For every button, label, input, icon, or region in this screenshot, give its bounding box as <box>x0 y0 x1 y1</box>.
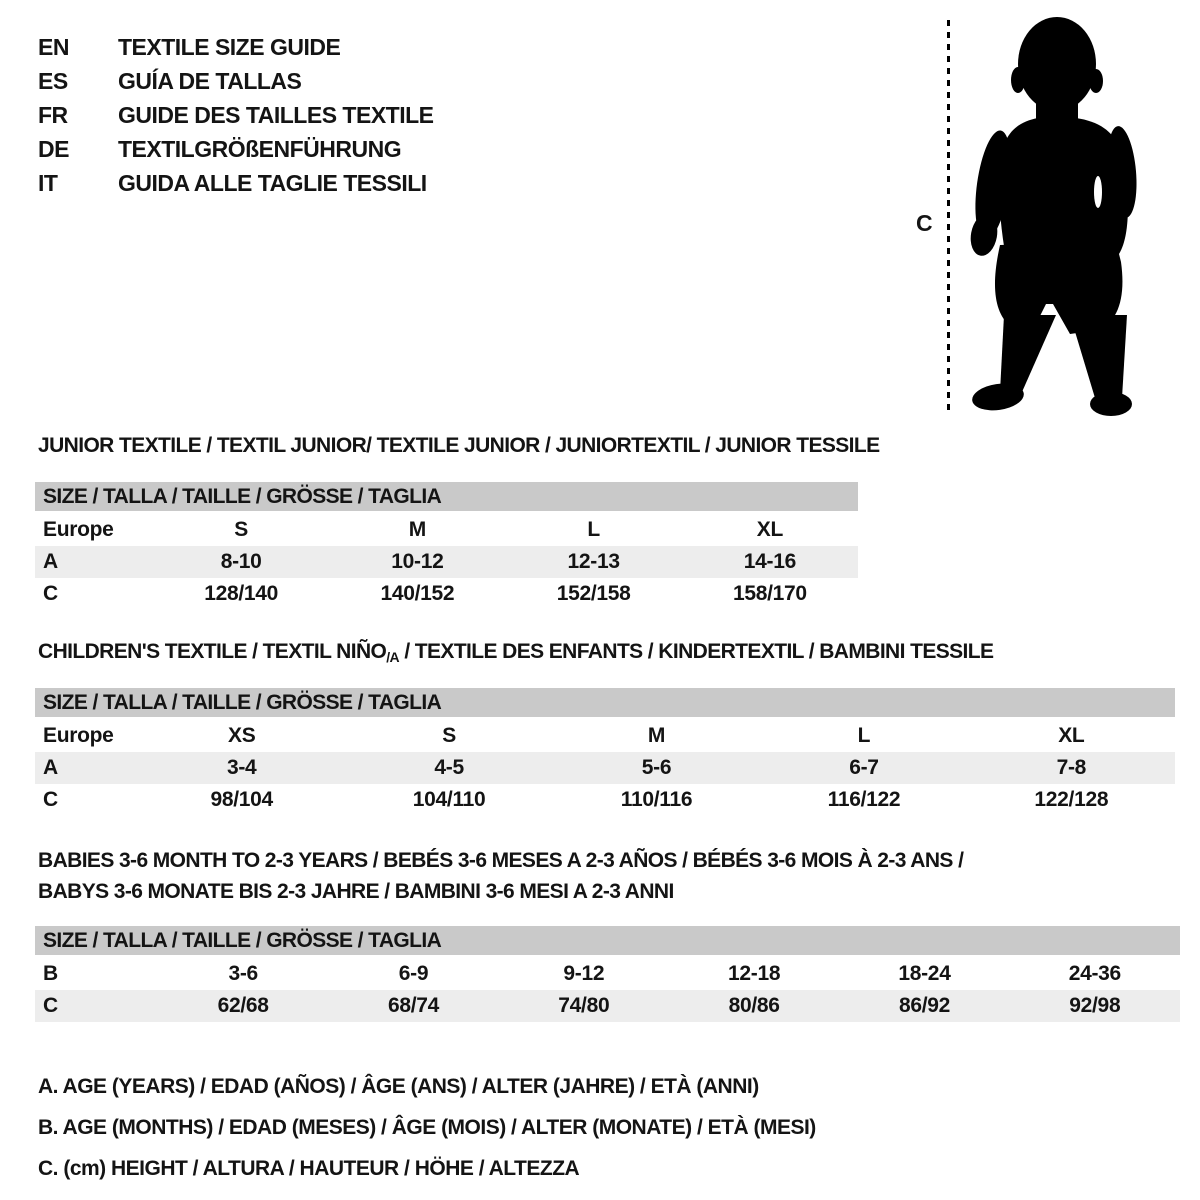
value-cell: 5-6 <box>641 756 672 779</box>
guide-title: TEXTILE SIZE GUIDE <box>118 33 341 60</box>
row-label: Europe <box>43 518 114 541</box>
size-cell: XS <box>227 724 256 747</box>
size-cell: M <box>647 724 666 747</box>
guide-title: TEXTILGRÖßENFÜHRUNG <box>118 135 402 162</box>
lang-row-en <box>38 30 434 64</box>
babies-size-table <box>35 926 1180 1022</box>
row-label: C <box>43 994 58 1017</box>
footnote-a: A. AGE (YEARS) / EDAD (AÑOS) / ÂGE (ANS) / ALTER (JAHRE) / ETÀ (ANNI) <box>38 1075 759 1098</box>
value-cell: 6-7 <box>849 756 879 779</box>
footnote-b: B. AGE (MONTHS) / EDAD (MESES) / ÂGE (MOIS) / ALTER (MONATE) / ETÀ (MESI) <box>38 1116 816 1139</box>
row-label: C <box>43 788 58 811</box>
table-row-age <box>35 752 1175 784</box>
value-cell: 62/68 <box>217 994 269 1017</box>
value-cell: 128/140 <box>204 582 279 605</box>
value-cell: 80/86 <box>728 994 780 1017</box>
height-measure-dashed-line <box>947 20 950 416</box>
lang-row-it <box>38 166 434 200</box>
size-cell: XL <box>1058 724 1085 747</box>
language-title-list <box>38 30 434 200</box>
babies-heading-line2: BABYS 3-6 MONATE BIS 2-3 JAHRE / BAMBINI 3-6 MESI A 2-3 ANNI <box>38 880 674 903</box>
value-cell: 86/92 <box>898 994 950 1017</box>
lang-row-fr <box>38 98 434 132</box>
value-cell: 152/158 <box>556 582 631 605</box>
children-heading-subscript: /A <box>386 649 400 665</box>
lang-row-es <box>38 64 434 98</box>
size-cell: XL <box>756 518 783 541</box>
guide-title: GUIDE DES TAILLES TEXTILE <box>118 101 434 128</box>
table-row-sizes <box>35 514 858 546</box>
value-cell: 116/122 <box>827 788 901 811</box>
value-cell: 8-10 <box>220 550 262 573</box>
junior-size-table <box>35 482 858 610</box>
value-cell: 74/80 <box>558 994 610 1017</box>
value-cell: 3-6 <box>228 962 258 985</box>
row-label: C <box>43 582 58 605</box>
value-cell: 110/116 <box>620 788 693 811</box>
value-cell: 4-5 <box>434 756 464 779</box>
size-cell: S <box>234 518 248 541</box>
value-cell: 7-8 <box>1056 756 1087 779</box>
table-row-age <box>35 546 858 578</box>
row-label: B <box>43 962 58 985</box>
lang-code: DE <box>38 135 69 162</box>
row-label: Europe <box>43 724 114 747</box>
value-cell: 104/110 <box>412 788 486 811</box>
table-row-height <box>35 784 1175 816</box>
value-cell: 98/104 <box>210 788 273 811</box>
size-header-bar: SIZE / TALLA / TAILLE / GRÖSSE / TAGLIA <box>35 926 1180 955</box>
babies-section-heading <box>38 845 963 907</box>
value-cell: 3-4 <box>226 756 257 779</box>
toddler-silhouette-image <box>958 0 1146 420</box>
table-row-months <box>35 958 1180 990</box>
babies-heading-line1: BABIES 3-6 MONTH TO 2-3 YEARS / BEBÉS 3-6 MESES A 2-3 AÑOS / BÉBÉS 3-6 MOIS À 2-3 ANS / <box>38 849 964 872</box>
lang-code: EN <box>38 33 69 60</box>
children-heading-text: / TEXTILE DES ENFANTS / KINDERTEXTIL / BAMBINI TESSILE <box>399 640 994 663</box>
value-cell: 24-36 <box>1068 962 1121 985</box>
value-cell: 14-16 <box>743 550 796 573</box>
guide-title: GUIDA ALLE TAGLIE TESSILI <box>118 169 427 196</box>
size-cell: M <box>408 518 426 541</box>
size-header-bar: SIZE / TALLA / TAILLE / GRÖSSE / TAGLIA <box>35 482 858 511</box>
lang-code: FR <box>38 101 68 128</box>
value-cell: 18-24 <box>898 962 951 985</box>
value-cell: 122/128 <box>1034 788 1109 811</box>
value-cell: 10-12 <box>391 550 444 573</box>
legend-footnotes <box>38 1066 816 1189</box>
size-cell: L <box>857 724 871 747</box>
row-label: A <box>43 550 58 573</box>
value-cell: 6-9 <box>398 962 429 985</box>
value-cell: 92/98 <box>1069 994 1121 1017</box>
children-section-heading <box>38 640 993 665</box>
children-size-table <box>35 688 1175 816</box>
value-cell: 158/170 <box>732 582 807 605</box>
value-cell: 9-12 <box>563 962 605 985</box>
lang-code: ES <box>38 67 68 94</box>
height-measure-label: C <box>916 210 933 236</box>
guide-title: GUÍA DE TALLAS <box>118 67 302 94</box>
value-cell: 68/74 <box>387 994 440 1017</box>
footnote-c: C. (cm) HEIGHT / ALTURA / HAUTEUR / HÖHE / ALTEZZA <box>38 1157 580 1180</box>
table-row-sizes <box>35 720 1175 752</box>
row-label: A <box>43 756 58 779</box>
lang-row-de <box>38 132 434 166</box>
junior-section-heading: JUNIOR TEXTILE / TEXTIL JUNIOR/ TEXTILE JUNIOR / JUNIORTEXTIL / JUNIOR TESSILE <box>38 434 880 457</box>
size-cell: L <box>587 518 600 541</box>
size-cell: S <box>442 724 456 747</box>
value-cell: 12-13 <box>567 550 620 573</box>
size-header-bar: SIZE / TALLA / TAILLE / GRÖSSE / TAGLIA <box>35 688 1175 717</box>
children-heading-text: CHILDREN'S TEXTILE / TEXTIL NIÑO <box>38 640 387 663</box>
table-row-height <box>35 990 1180 1022</box>
lang-code: IT <box>38 169 58 196</box>
value-cell: 140/152 <box>380 582 455 605</box>
table-row-height <box>35 578 858 610</box>
value-cell: 12-18 <box>728 962 781 985</box>
